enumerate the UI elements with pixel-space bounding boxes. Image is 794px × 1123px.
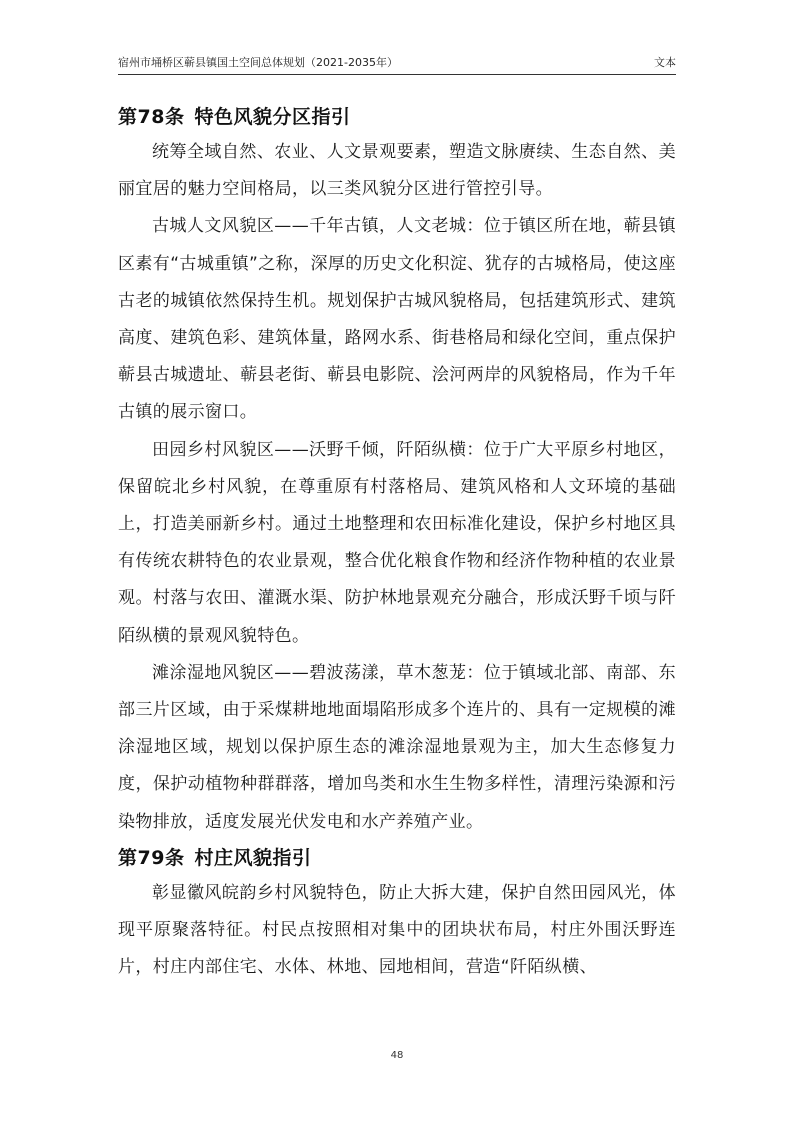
paragraph: 滩涂湿地风貌区——碧波荡漾，草木葱茏：位于镇域北部、南部、东部三片区域，由于采煤耕地地面塌陷形成多个连片的、具有一定规模的滩涂湿地区域，规划以保护原生态的滩涂湿地景观为主，加大生态修复力度，保护动植物种群群落，增加鸟类和水生生物多样性，清理污染源和污染物排放，适度发展光伏发电和水产养殖产业。: [118, 662, 676, 832]
section-title: 村庄风貌指引: [194, 846, 312, 869]
article-number: 第78条: [118, 106, 185, 128]
section-heading-78: [118, 100, 676, 134]
article-number: 第79条: [118, 846, 185, 869]
page-number: 48: [390, 1050, 404, 1061]
paragraph: 古城人文风貌区——千年古镇，人文老城：位于镇区所在地，蕲县镇区素有“古城重镇”之称，深厚的历史文化积淀、犹存的古城格局，使这座古老的城镇依然保持生机。规划保护古城风貌格局，包括建筑形式、建筑高度、建筑色彩、建筑体量，路网水系、街巷格局和绿化空间，重点保护蕲县古城遗址、蕲县老街、蕲县电影院、浍河两岸的风貌格局，作为千年古镇的展示窗口。: [118, 216, 676, 423]
document-title: 宿州市埇桥区蕲县镇国土空间总体规划（2021-2035年）: [118, 56, 398, 69]
header-divider: [118, 74, 676, 75]
paragraph: 田园乡村风貌区——沃野千倾，阡陌纵横：位于广大平原乡村地区，保留皖北乡村风貌，在尊重原有村落格局、建筑风格和人文环境的基础上，打造美丽新乡村。通过土地整理和农田标准化建设，保护乡村地区具有传统农耕特色的农业景观，整合优化粮食作物和经济作物种植的农业景观。村落与农田、灌溉水渠、防护林地景观充分融合，形成沃野千顷与阡陌纵横的景观风貌特色。: [118, 439, 676, 646]
page-header: [118, 54, 676, 72]
section-title: 特色风貌分区指引: [194, 106, 351, 128]
document-body: [118, 100, 676, 986]
paragraph: 统筹全域自然、农业、人文景观要素，塑造文脉赓续、生态自然、美丽宜居的魅力空间格局，以三类风貌分区进行管控引导。: [118, 142, 676, 200]
section-heading-79: [118, 841, 676, 875]
document-type-label: 文本: [654, 56, 676, 69]
paragraph: 彰显徽风皖韵乡村风貌特色，防止大拆大建，保护自然田园风光，体现平原聚落特征。村民点按照相对集中的团块状布局，村庄外围沃野连片，村庄内部住宅、水体、林地、园地相间，营造“阡陌纵横、: [118, 882, 676, 978]
